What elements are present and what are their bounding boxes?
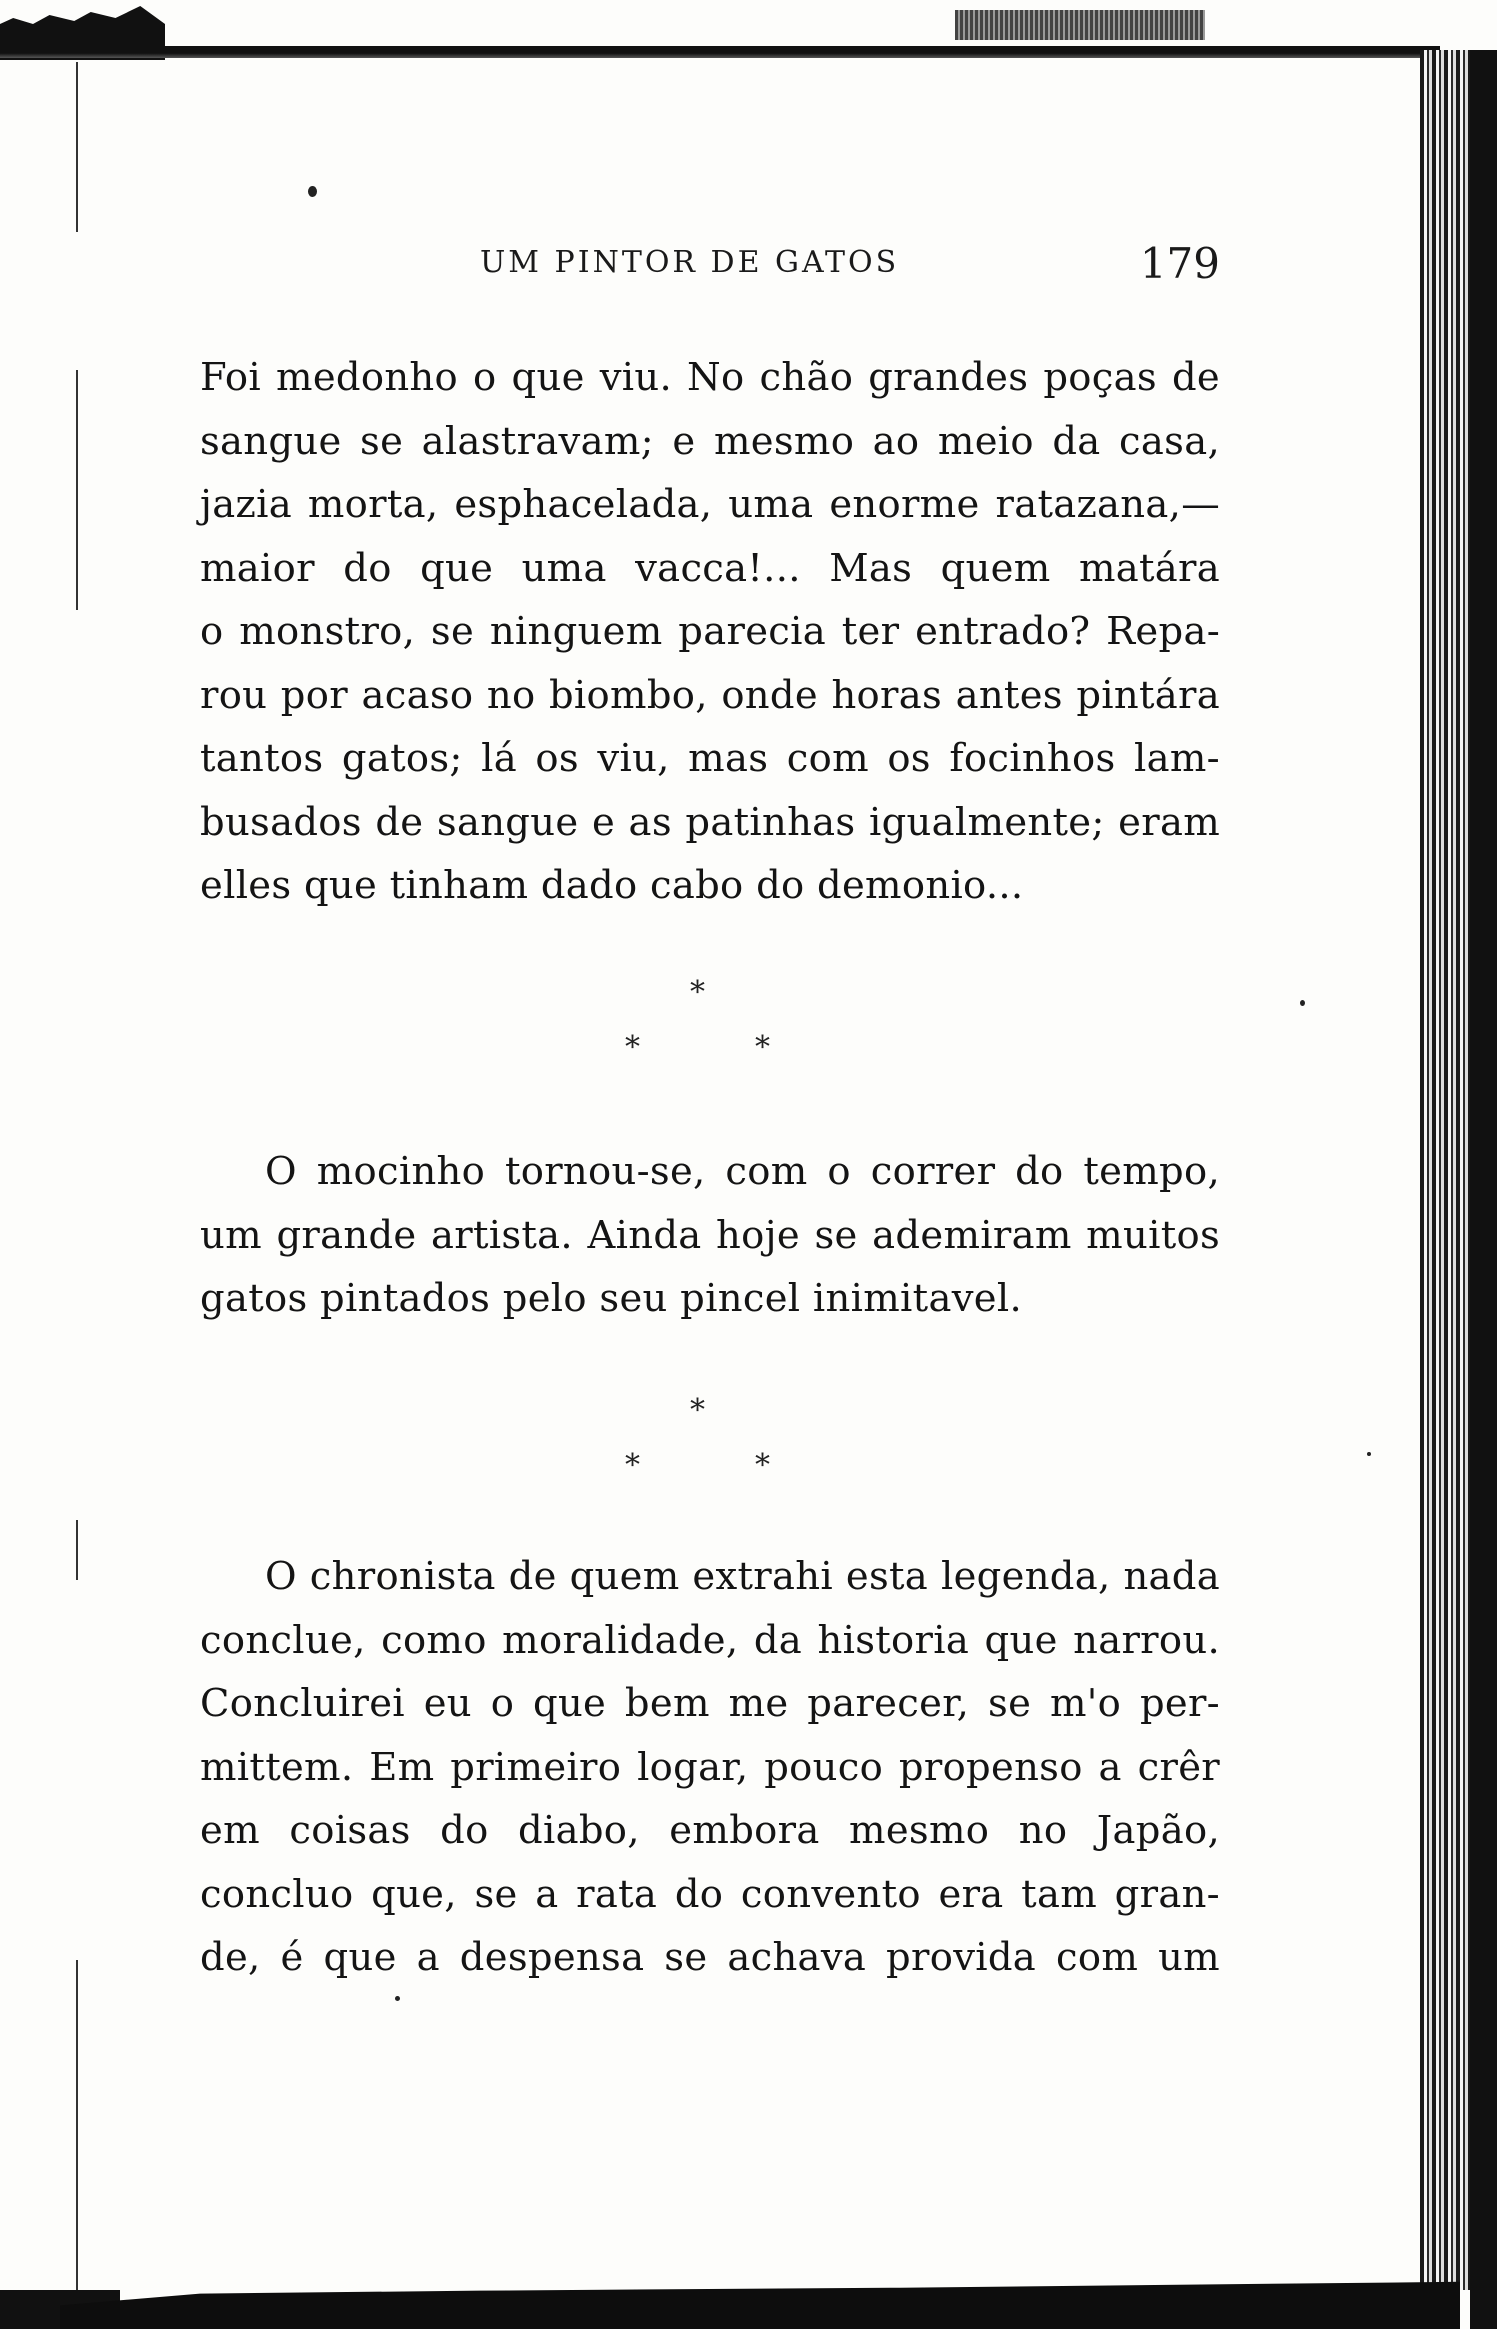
scan-top-edge (0, 46, 1440, 58)
text-line: de, é que a despensa se achava provida com um (200, 1935, 1220, 1980)
asterisk: * (625, 1030, 640, 1065)
scan-left-rule (76, 62, 78, 232)
text-line: em coisas do diabo, embora mesmo no Japão, (200, 1808, 1220, 1853)
text-line: tantos gatos; lá os viu, mas com os focinhos lam- (200, 736, 1220, 781)
text-line: Foi medonho o que viu. No chão grandes poças de (200, 355, 1220, 400)
ink-speck (395, 1996, 400, 2001)
text-line: o monstro, se ninguem parecia ter entrado? Repa- (200, 609, 1220, 654)
running-title: UM PINTOR DE GATOS (480, 245, 900, 280)
text-line: rou por acaso no biombo, onde horas antes pintára (200, 672, 1220, 718)
asterisk: * (755, 1448, 770, 1483)
text-line: O mocinho tornou-se, com o correr do tempo, (265, 1149, 1220, 1194)
ink-speck (1300, 1000, 1305, 1006)
asterisk: * (755, 1030, 770, 1065)
asterisk: * (690, 1393, 705, 1428)
asterisk: * (625, 1448, 640, 1483)
text-line: gatos pintados pelo seu pincel inimitavel. (200, 1276, 1022, 1321)
asterism-separator (600, 1393, 830, 1493)
text-line: maior do que uma vacca!... Mas quem matára (200, 545, 1220, 591)
asterism-separator (600, 975, 830, 1075)
running-header (200, 239, 1230, 305)
scan-left-rule (76, 1520, 78, 1580)
text-line: conclue, como moralidade, da historia que narrou. (200, 1617, 1220, 1663)
page-number: 179 (1139, 239, 1220, 288)
ink-speck (308, 186, 317, 197)
ink-speck (1367, 1452, 1371, 1456)
page-edges-right-dark (1470, 50, 1497, 2329)
text-line: sangue se alastravam; e mesmo ao meio da casa, (200, 418, 1220, 464)
asterisk: * (690, 975, 705, 1010)
text-line: O chronista de quem extrahi esta legenda, nada (265, 1554, 1220, 1599)
text-line: jazia morta, esphacelada, uma enorme ratazana,— (200, 482, 1220, 527)
text-line: Concluirei eu o que bem me parecer, se m'o per- (200, 1681, 1220, 1726)
text-line: busados de sangue e as patinhas igualmente; eram (200, 799, 1220, 845)
text-line: mittem. Em primeiro logar, pouco propenso a crêr (200, 1744, 1220, 1790)
scan-artifact-top-right (955, 10, 1205, 40)
paragraph-2 (200, 1140, 1220, 1331)
paragraph-3 (200, 1545, 1220, 1990)
scan-left-rule (76, 1960, 78, 2290)
scan-left-rule (76, 370, 78, 610)
text-line: elles que tinham dado cabo do demonio... (200, 863, 1024, 908)
scan-bottom-edge (60, 2270, 1460, 2329)
paragraph-1 (200, 346, 1220, 918)
text-line: um grande artista. Ainda hoje se ademiram muitos (200, 1212, 1220, 1258)
text-line: concluo que, se a rata do convento era tam gran- (200, 1871, 1220, 1917)
